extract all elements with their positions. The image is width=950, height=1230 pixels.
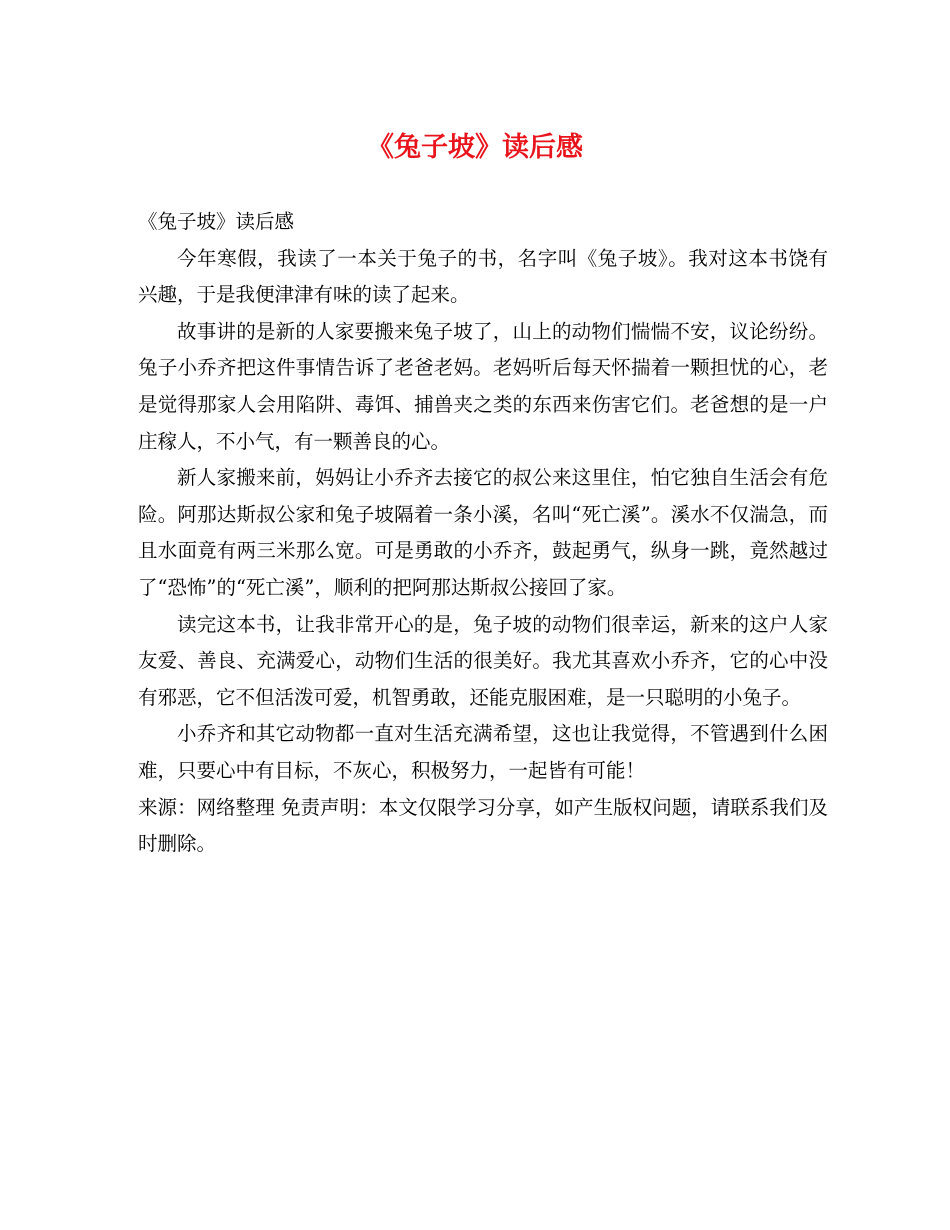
paragraph-3: 新人家搬来前，妈妈让小乔齐去接它的叔公来这里住，怕它独自生活会有危险。阿那达斯叔公家和兔子坡隔着一条小溪，名叫“死亡溪”。溪水不仅湍急，而且水面竟有两三米那么宽。可是勇敢的小乔齐，鼓起勇气，纵身一跳，竟然越过了“恐怖”的“死亡溪”，顺利的把阿那达斯叔公接回了家。 [138,466,828,599]
paragraph-1: 今年寒假，我读了一本关于兔子的书，名字叫《兔子坡》。我对这本书饶有兴趣，于是我便津津有味的读了起来。 [138,246,828,307]
paragraph-5: 小乔齐和其它动物都一直对生活充满希望，这也让我觉得，不管遇到什么困难，只要心中有目标，不灰心，积极努力，一起皆有可能！ [138,722,828,782]
footer-disclaimer: 来源：网络整理 免责声明：本文仅限学习分享，如产生版权问题，请联系我们及时删除。 [138,795,828,856]
paragraph-2: 故事讲的是新的人家要搬来兔子坡了，山上的动物们惴惴不安，议论纷纷。兔子小乔齐把这件事情告诉了老爸老妈。老妈听后每天怀揣着一颗担忧的心，老是觉得那家人会用陷阱、毒饵、捕兽夹之类的东西来伤害它们。老爸想的是一户庄稼人，不小气，有一颗善良的心。 [138,319,828,453]
document-subtitle: 《兔子坡》读后感 [138,210,295,233]
paragraph-4: 读完这本书，让我非常开心的是，兔子坡的动物们很幸运，新来的这户人家友爱、善良、充满爱心，动物们生活的很美好。我尤其喜欢小乔齐，它的心中没有邪恶，它不但活泼可爱，机智勇敢，还能克服困难，是一只聪明的小兔子。 [138,612,828,709]
document-title: 《兔子坡》读后感 [367,132,583,163]
document-body [138,204,828,863]
